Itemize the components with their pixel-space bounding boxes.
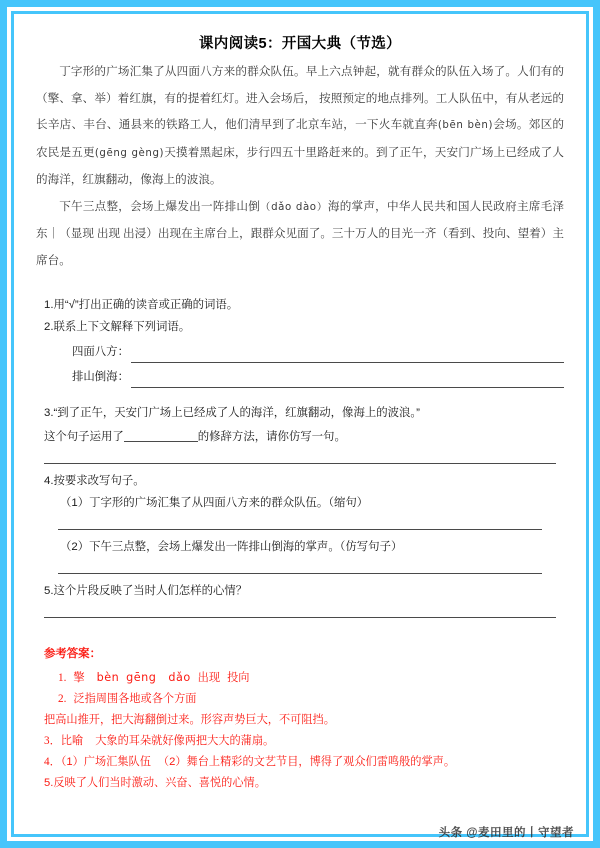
answer-blank-line[interactable] — [131, 374, 564, 388]
answer-1-pinyin-geng: gēng — [126, 671, 157, 684]
pinyin-dao-dao: （dǎo dào） — [260, 201, 328, 213]
question-2-item-2-label: 排山倒海： — [72, 371, 129, 383]
answer-1-char: 擎 — [73, 672, 85, 684]
answer-3 — [36, 731, 564, 752]
question-3-line-1: 3.“到了正午，天安门广场上已经成了人的海洋，红旗翻动，像海上的波浪。” — [44, 407, 420, 419]
answer-1-number: 1. — [58, 672, 67, 684]
pinyin-ben-ben: (bēn bèn) — [437, 120, 494, 131]
answer-blank-line[interactable] — [44, 616, 556, 618]
worksheet-content — [14, 14, 586, 834]
passage-paragraph-1 — [36, 59, 564, 194]
passage-p2-text-a: 下午三点整，会场上爆发出一阵排山倒 — [59, 199, 261, 213]
question-3-text-a: 这个句子运用了 — [44, 431, 124, 443]
answer-1-pinyin-ben: bèn — [96, 671, 120, 684]
pinyin-geng-geng: (gēng gèng) — [94, 147, 165, 159]
question-3-line-2 — [36, 426, 564, 448]
question-2-item-2 — [36, 366, 564, 388]
answer-4-item-1: （1）广场汇集队伍 — [60, 756, 151, 768]
questions-section — [36, 294, 564, 618]
answer-blank-line[interactable] — [58, 528, 542, 530]
page-title: 课内阅读5：开国大典（节选） — [198, 36, 402, 52]
answer-4 — [36, 752, 564, 773]
answer-1 — [36, 667, 564, 689]
answer-2-continued: 把高山推开，把大海翻倒过来。形容声势巨大，不可阻挡。 — [44, 714, 335, 726]
answer-blank-line[interactable] — [58, 572, 542, 574]
question-3-text-b: 的修辞方法，请你仿写一句。 — [197, 431, 346, 443]
answer-4-number: 4． — [44, 756, 61, 768]
answer-1-word-2: 投向 — [227, 672, 250, 684]
answer-key-section — [36, 644, 564, 794]
watermark-footer: 头条 @麦田里的丨守望者 — [438, 827, 574, 839]
answer-key-heading: 参考答案： — [44, 648, 101, 660]
question-2-item-1 — [36, 341, 564, 363]
passage-paragraph-2 — [36, 194, 564, 275]
answer-blank-line[interactable] — [44, 462, 556, 464]
question-5: 5.这个片段反映了当时人们怎样的心情？ — [44, 585, 248, 597]
answer-1-word-1: 出现 — [197, 672, 221, 684]
passage-p1-text-a: 丁字形的广场汇集了从四面八方来的群众队伍。早上六点钟起，就有群众的队伍入场了。人们有的（擎、拿、举）着红旗，有的提着红灯。进入会场后， 按照预定的地点排列。工人队伍中，有从老远的长辛店、丰台、通县来的铁路工人，他们清早到了北京车站，一下火车就直奔 — [36, 65, 564, 131]
question-1: 1.用“√”打出正确的读音或正确的词语。 — [44, 299, 239, 311]
answer-blank-line[interactable] — [131, 349, 564, 363]
answer-3-number: 3． — [44, 735, 61, 747]
answer-3-text: 比喻 — [60, 735, 84, 747]
question-4: 4.按要求改写句子。 — [44, 475, 145, 487]
answer-3-example: 大象的耳朵就好像两把大大的蒲扇。 — [95, 735, 275, 747]
question-4-item-1: （1）丁字形的广场汇集了从四面八方来的群众队伍。（缩句） — [60, 497, 369, 509]
passage-p1-text-b: 会场。郊区的农民是五更 — [36, 118, 564, 159]
passage-p1-text-c: 天摸着黑起床，步行四五十里路赶来的。到了正午，天安门广场上已经成了人的海洋，红旗翻动，像海上的波浪。 — [36, 145, 564, 186]
reading-passage — [36, 59, 564, 274]
question-2-item-1-label: 四面八方： — [72, 346, 129, 358]
answer-2-number: 2. — [58, 693, 67, 705]
answer-5: 5.反映了人们当时激动、兴奋、喜悦的心情。 — [44, 777, 266, 789]
passage-p2-text-b: 海的掌声，中华人民共和国人民政府主席毛泽东｜（显现 出现 出浸）出现在主席台上，跟群众见面了。三十万人的目光一齐（看到、投向、望着）主席台。 — [36, 199, 564, 267]
answer-4-item-2: （2）舞台上精彩的文艺节目，博得了观众们雷鸣般的掌声。 — [157, 756, 456, 768]
answer-2 — [36, 689, 564, 710]
answer-2-text: 泛指周围各地或各个方面 — [73, 693, 197, 705]
answer-1-pinyin-dao: dǎo — [168, 671, 191, 684]
inline-answer-blank[interactable] — [124, 429, 198, 442]
question-2: 2.联系上下文解释下列词语。 — [44, 321, 191, 333]
question-4-item-2: （2）下午三点整，会场上爆发出一阵排山倒海的掌声。（仿写句子） — [60, 541, 403, 553]
